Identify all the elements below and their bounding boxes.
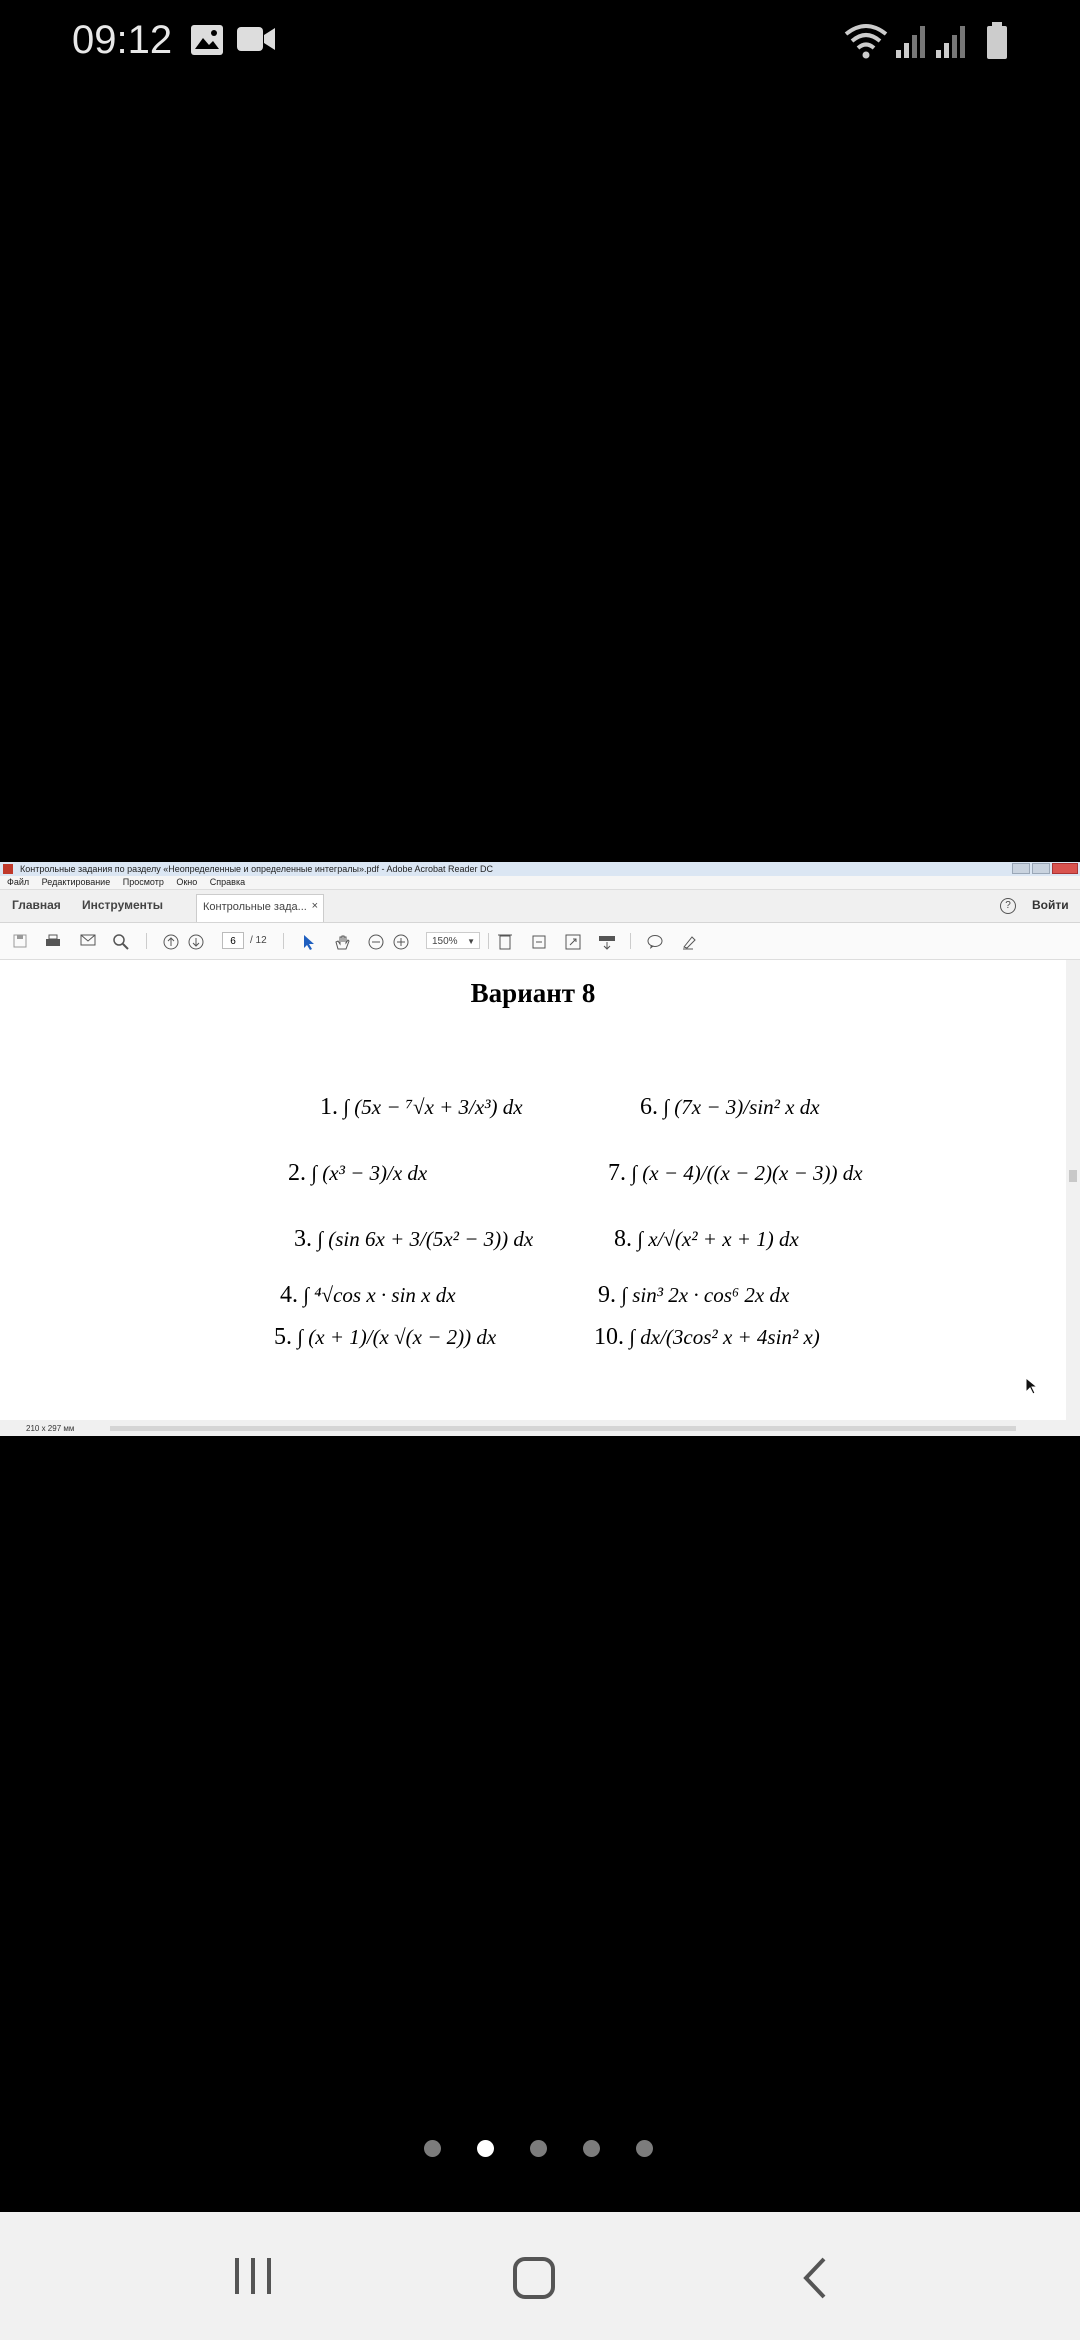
problem-number: 5. (274, 1324, 292, 1350)
highlight-pen-icon[interactable] (681, 934, 697, 948)
next-page-icon[interactable] (188, 934, 204, 948)
toolbar (0, 923, 1080, 960)
page-dot[interactable] (530, 2140, 547, 2157)
problem-expression: ∫ (sin 6x + 3/(5x² − 3)) dx (317, 1227, 534, 1251)
menu-file[interactable]: Файл (7, 877, 30, 887)
email-icon[interactable] (80, 934, 96, 948)
zoom-out-icon[interactable] (368, 934, 384, 948)
mouse-pointer-icon (1025, 1377, 1039, 1399)
problem-9 (598, 1282, 789, 1309)
minimize-icon[interactable] (1012, 863, 1030, 874)
tab-close-icon[interactable]: × (311, 900, 318, 912)
zoom-value: 150% (432, 936, 458, 947)
menu-help[interactable]: Справка (209, 877, 246, 887)
select-cursor-icon[interactable] (302, 934, 318, 948)
problem-expression: ∫ (7x − 3)/sin² x dx (663, 1095, 820, 1119)
problem-expression: ∫ sin³ 2x · cos⁶ 2x dx (621, 1283, 790, 1307)
page-dot[interactable] (636, 2140, 653, 2157)
page-dot[interactable] (583, 2140, 600, 2157)
page-dot-active[interactable] (477, 2140, 494, 2157)
horizontal-scrollbar[interactable] (110, 1426, 1016, 1431)
comment-icon[interactable] (647, 934, 663, 948)
menu-edit[interactable]: Редактирование (41, 877, 111, 887)
search-icon[interactable] (113, 934, 129, 948)
status-footer (0, 1420, 1080, 1436)
problem-expression: ∫ (x³ − 3)/x dx (311, 1161, 428, 1185)
problem-number: 6. (640, 1094, 658, 1120)
login-button[interactable]: Войти (1032, 898, 1069, 912)
menu-bar (0, 876, 1080, 890)
video-camera-icon (236, 24, 276, 58)
vertical-scrollbar[interactable] (1066, 960, 1080, 1420)
problem-expression: ∫ dx/(3cos² x + 4sin² x) (629, 1325, 820, 1349)
page-dot[interactable] (424, 2140, 441, 2157)
full-screen-icon[interactable] (565, 934, 581, 948)
recent-apps-icon[interactable] (232, 2256, 274, 2300)
toolbar-divider (283, 933, 284, 949)
window-titlebar (0, 862, 1080, 876)
menu-view[interactable]: Просмотр (122, 877, 164, 887)
document-heading: Вариант 8 (470, 978, 596, 1008)
page-size-label: 210 x 297 мм (26, 1424, 75, 1433)
document-view[interactable] (0, 960, 1066, 1420)
acrobat-window-screenshot[interactable] (0, 862, 1080, 1436)
fit-page-icon[interactable] (497, 934, 513, 948)
problem-3 (294, 1226, 533, 1253)
signal-icon (936, 24, 966, 62)
problem-expression: ∫ (x − 4)/((x − 2)(x − 3)) dx (631, 1161, 863, 1185)
problem-number: 8. (614, 1226, 632, 1252)
chevron-down-icon: ▼ (467, 937, 475, 946)
hand-tool-icon[interactable] (334, 934, 350, 948)
signal-icon (896, 24, 926, 62)
help-icon[interactable]: ? (1000, 898, 1016, 914)
zoom-in-icon[interactable] (393, 934, 409, 948)
problem-expression: ∫ ⁴√cos x · sin x dx (303, 1283, 456, 1307)
tab-document[interactable] (196, 894, 324, 922)
save-icon[interactable] (13, 934, 29, 948)
clock: 09:12 (72, 18, 173, 62)
maximize-icon[interactable] (1032, 863, 1050, 874)
problem-number: 7. (608, 1160, 626, 1186)
problem-10 (594, 1324, 820, 1351)
home-icon[interactable] (512, 2256, 556, 2304)
problem-number: 10. (594, 1324, 624, 1350)
toolbar-divider (146, 933, 147, 949)
zoom-select[interactable] (426, 932, 480, 949)
print-icon[interactable] (45, 934, 61, 948)
problem-number: 9. (598, 1282, 616, 1308)
tab-home[interactable]: Главная (12, 898, 61, 912)
problem-2 (288, 1160, 427, 1187)
close-icon[interactable] (1052, 863, 1078, 874)
tab-tools[interactable]: Инструменты (82, 898, 164, 912)
problem-7 (608, 1160, 863, 1187)
window-title: Контрольные задания по разделу «Неопределенные и определенные интегралы».pdf - Adobe Acrobat Reader DC (20, 864, 494, 874)
problem-expression: ∫ x/√(x² + x + 1) dx (637, 1227, 799, 1251)
problem-number: 1. (320, 1094, 338, 1120)
problem-expression: ∫ (x + 1)/(x √(x − 2)) dx (297, 1325, 497, 1349)
scroll-mode-icon[interactable] (598, 934, 614, 948)
problem-1 (320, 1094, 523, 1121)
page-number-input[interactable]: 6 (222, 932, 244, 949)
problem-number: 2. (288, 1160, 306, 1186)
problem-5 (274, 1324, 496, 1351)
menu-window[interactable]: Окно (176, 877, 198, 887)
toolbar-divider (488, 933, 489, 949)
scroll-thumb[interactable] (1069, 1170, 1077, 1182)
problem-number: 4. (280, 1282, 298, 1308)
problem-6 (640, 1094, 820, 1121)
pdf-app-icon (3, 864, 13, 874)
previous-page-icon[interactable] (163, 934, 179, 948)
problem-4 (280, 1282, 456, 1309)
gallery-icon (190, 24, 224, 60)
toolbar-divider (630, 933, 631, 949)
status-bar (0, 0, 1080, 84)
navigation-bar (0, 2212, 1080, 2340)
problem-number: 3. (294, 1226, 312, 1252)
tab-document-label: Контрольные зада... (203, 901, 307, 913)
wifi-icon (844, 22, 888, 64)
tab-bar (0, 890, 1080, 923)
gallery-page-indicator (0, 2140, 1080, 2160)
battery-icon (986, 22, 1008, 64)
problem-expression: ∫ (5x − ⁷√x + 3/x³) dx (343, 1095, 523, 1119)
problem-8 (614, 1226, 799, 1253)
page-count: / 12 (250, 935, 267, 946)
fit-width-icon[interactable] (531, 934, 547, 948)
back-icon[interactable] (800, 2256, 830, 2304)
